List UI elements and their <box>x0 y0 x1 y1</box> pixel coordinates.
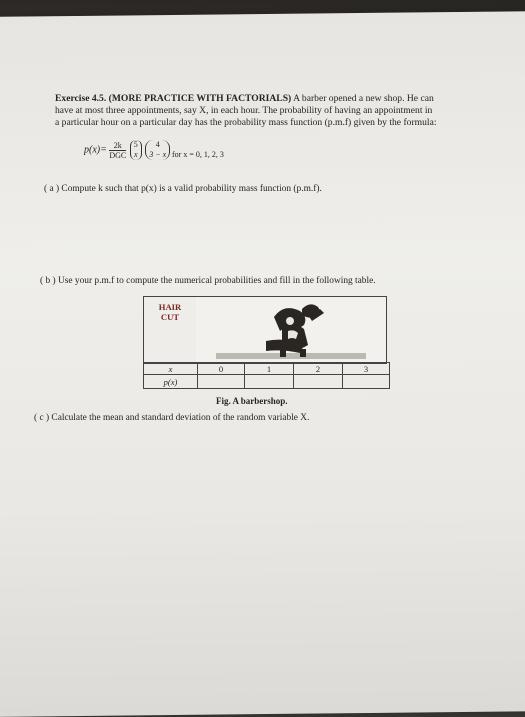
hair-cut-label <box>150 302 190 322</box>
part-b-text: ( b ) Use your p.m.f to compute the numerical probabilities and fill in the following table. <box>40 276 376 286</box>
fraction-numerator: 2k <box>109 141 126 151</box>
binomial-2-top: 4 <box>155 140 160 149</box>
exercise-heading: (MORE PRACTICE WITH FACTORIALS) <box>108 93 292 104</box>
formula-lhs: p(x)= <box>84 144 107 156</box>
exercise-statement <box>55 93 485 129</box>
binomial-1-bottom: x <box>133 150 138 159</box>
x-value-cell: 2 <box>294 363 343 375</box>
x-value-cell: 3 <box>343 363 390 375</box>
part-c-text: ( c ) Calculate the mean and standard deviation of the random variable X. <box>34 413 310 423</box>
exercise-number: Exercise 4.5. <box>55 93 107 104</box>
binomial-2 <box>145 140 170 160</box>
p-value-cell[interactable] <box>198 375 245 389</box>
binomial-2-bottom: 3 − x <box>149 150 167 159</box>
p-value-cell[interactable] <box>245 375 294 389</box>
formula-fraction <box>109 141 126 160</box>
x-value-cell: 1 <box>245 363 294 375</box>
barber-illustration <box>196 297 386 363</box>
probability-table <box>143 362 390 389</box>
formula-range: for x = 0, 1, 2, 3 <box>172 150 224 159</box>
exercise-line-2: have at most three appointments, say X, in each hour. The probability of having an appointment in <box>55 105 433 116</box>
p-header-cell: p(x) <box>144 375 198 389</box>
binomial-1-top: 5 <box>133 140 138 149</box>
table-row-p <box>144 375 390 389</box>
p-value-cell[interactable] <box>294 375 343 389</box>
table-row-x <box>144 363 390 375</box>
x-value-cell: 0 <box>198 363 245 375</box>
p-value-cell[interactable] <box>343 375 390 389</box>
exercise-line-1: A barber opened a new shop. He can <box>293 93 434 104</box>
hair-label-2: CUT <box>160 312 180 322</box>
barbershop-image <box>196 296 387 364</box>
figure-caption: Fig. A barbershop. <box>216 396 288 406</box>
pmf-formula <box>84 140 170 160</box>
hair-label-1: HAIR <box>158 302 182 312</box>
fraction-denominator: DGC <box>109 150 127 160</box>
exercise-line-3: a particular hour on a particular day has the probability mass function (p.m.f) given by the formula: <box>55 117 437 128</box>
part-a-text: ( a ) Compute k such that p(x) is a valid probability mass function (p.m.f). <box>44 184 322 194</box>
x-header-cell: x <box>144 363 198 375</box>
binomial-1 <box>130 140 142 160</box>
